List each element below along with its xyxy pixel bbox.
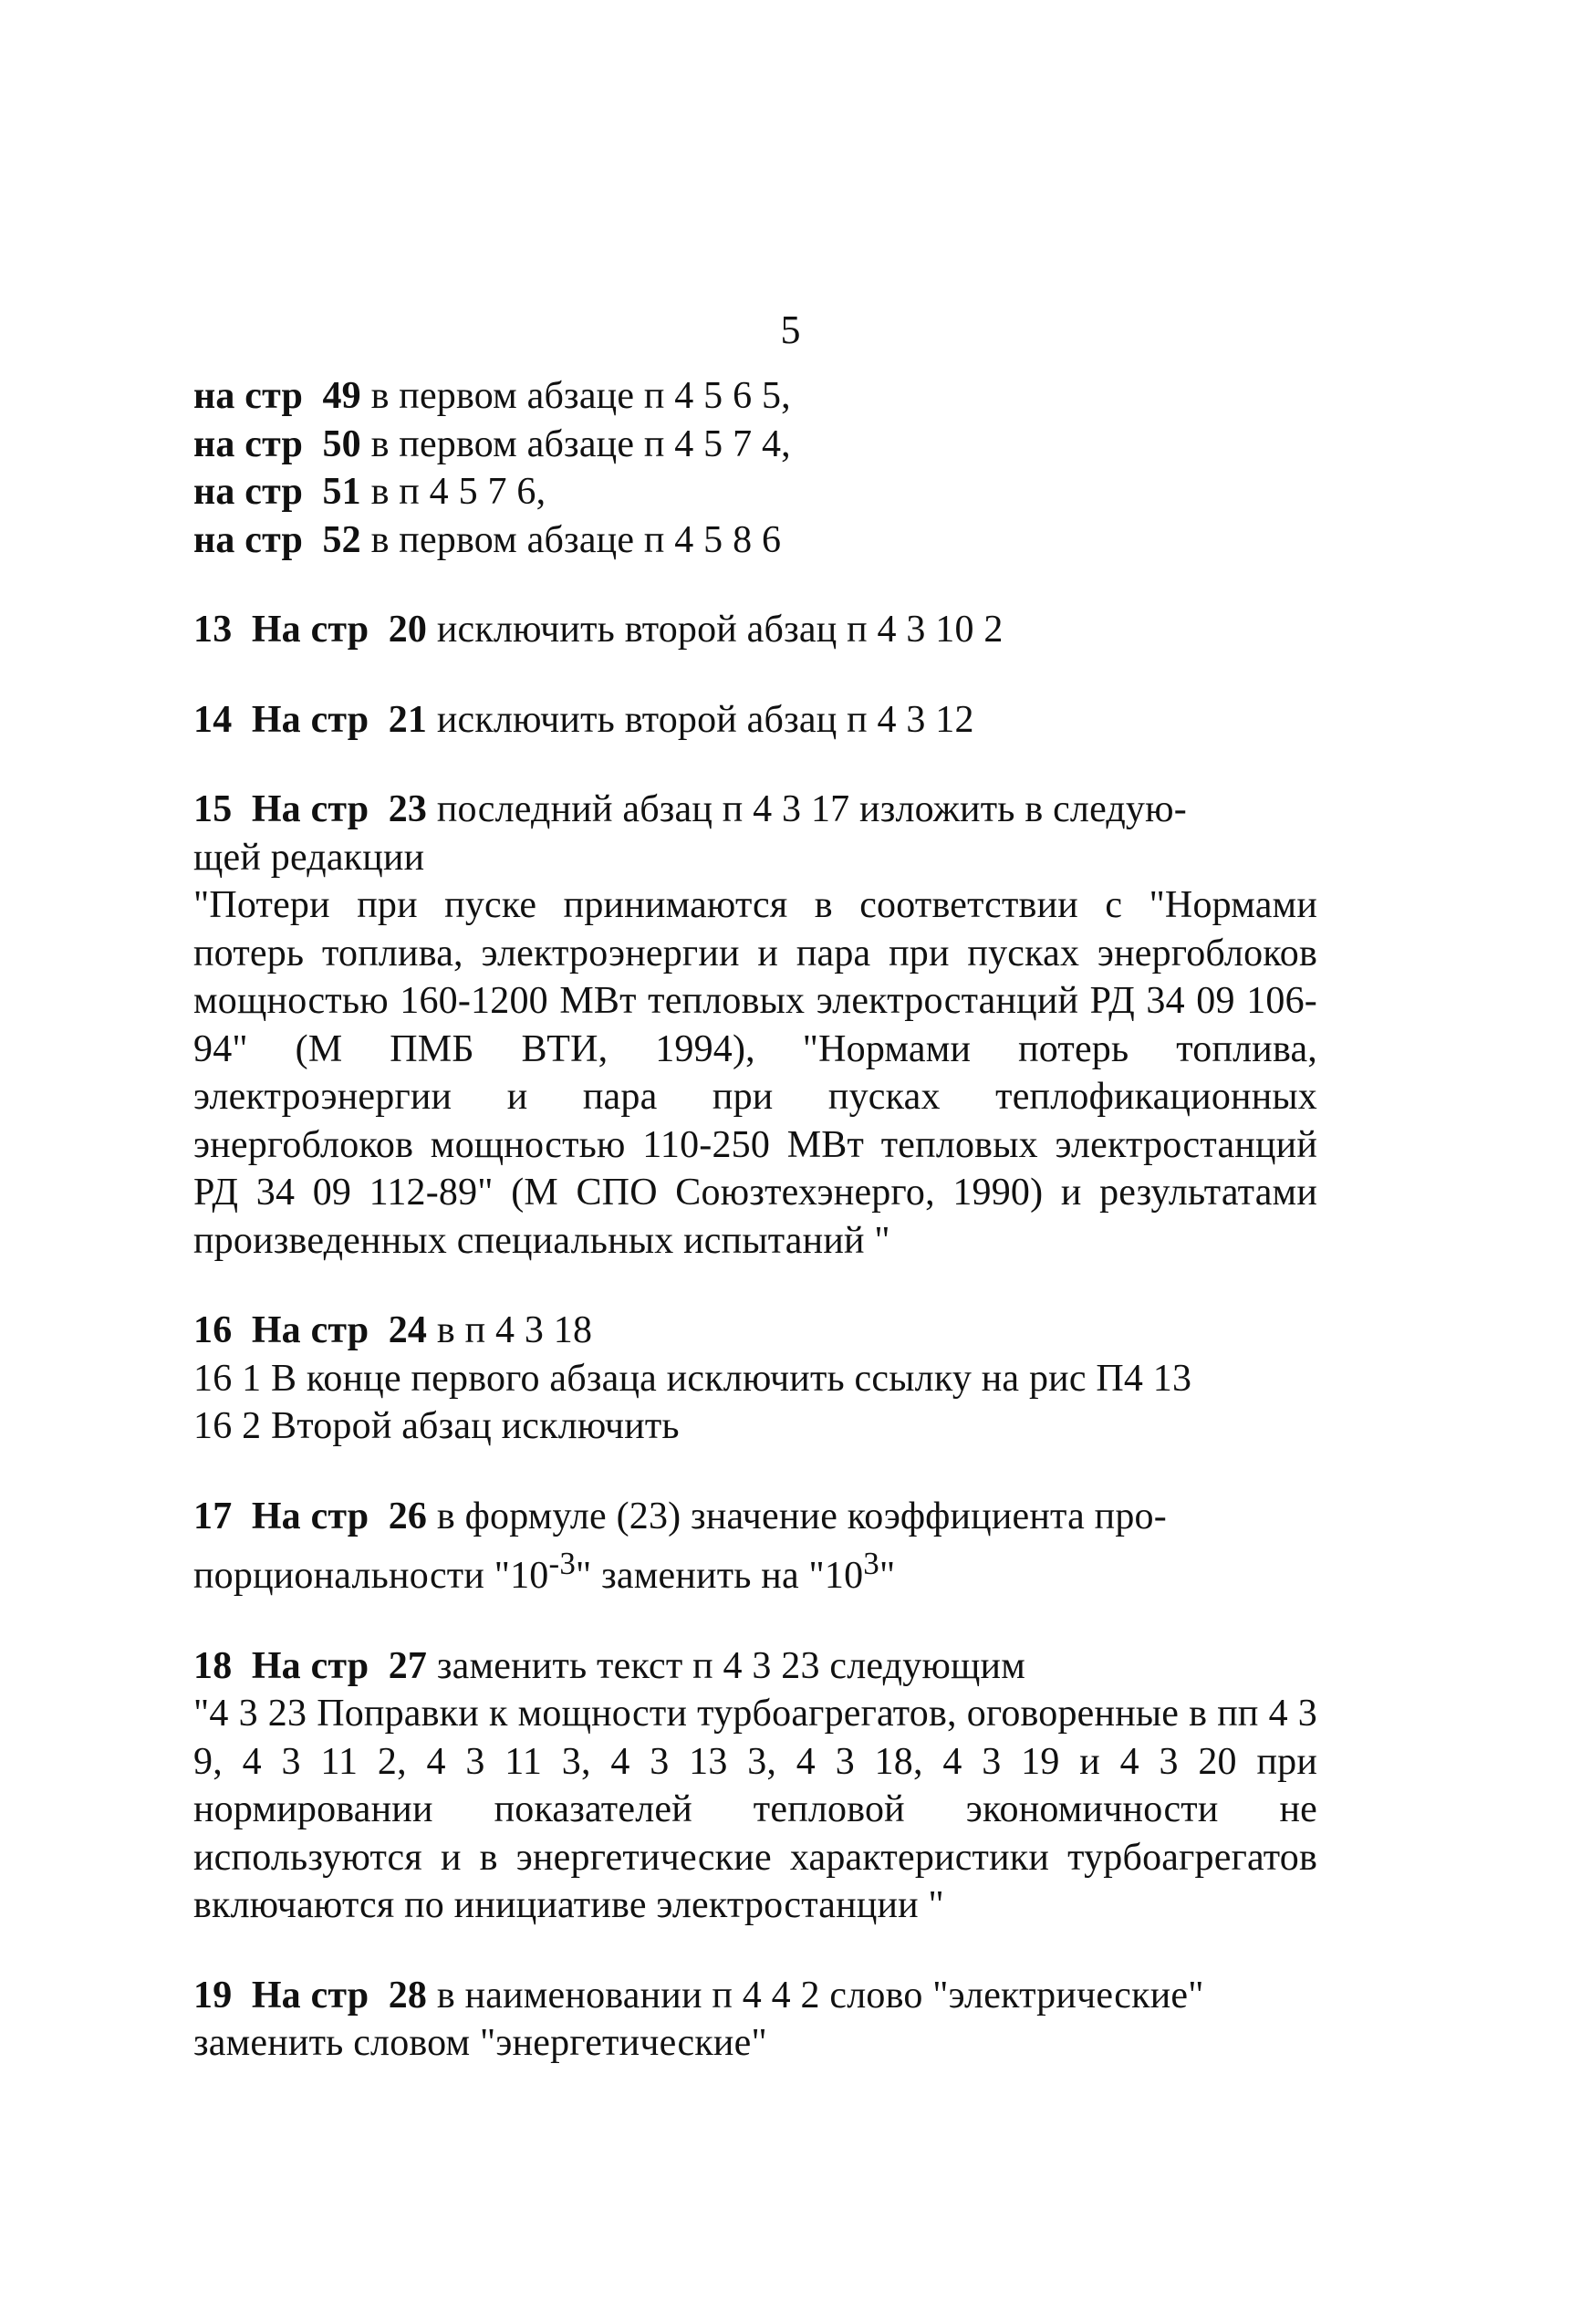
item-line: 17 На стр 26 в формуле (23) значение коэффициента про- (193, 1495, 1167, 1537)
intro-line: на стр 52 в первом абзаце п 4 5 8 6 (193, 518, 782, 561)
item-line: 15 На стр 23 последний абзац п 4 3 17 изложить в следую- (193, 788, 1187, 830)
item-line: 16 На стр 24 в п 4 3 18 (193, 1309, 593, 1351)
exponent: -3 (548, 1546, 577, 1581)
item-14 (193, 696, 1317, 745)
item-16 (193, 1307, 1317, 1451)
intro-line: на стр 51 в п 4 5 7 6, (193, 471, 546, 513)
page-number: 5 (780, 307, 801, 352)
sub-item: 16 1 В конце первого абзаца исключить ссылку на рис П4 13 (193, 1357, 1192, 1400)
sub-item: 16 2 Второй абзац исключить (193, 1405, 680, 1447)
document-body (193, 372, 1317, 2110)
item-line: 18 На стр 27 заменить текст п 4 3 23 следующим (193, 1644, 1026, 1687)
item-line: 14 На стр 21 исключить второй абзац п 4 3 12 (193, 698, 974, 741)
intro-line: на стр 49 в первом абзаце п 4 5 6 5, (193, 375, 791, 417)
item-19 (193, 1972, 1317, 2068)
item-18 (193, 1642, 1317, 1930)
quoted-text: "4 3 23 Поправки к мощности турбоагрегатов, оговоренные в пп 4 3 9, 4 3 11 2, 4 3 11 3, 4 3 13 3, 4 3 18, 4 3 19 и 4 3 20 при нормировании показателей тепловой экономичности не используются и в энергетические характеристики турбоагрегатов включаются по инициативе электростанции " (193, 1693, 1317, 1926)
item-15 (193, 786, 1317, 1265)
intro-block (193, 372, 1317, 564)
item-line: 13 На стр 20 исключить второй абзац п 4 3 10 2 (193, 609, 1004, 651)
item-line: щей редакции (193, 836, 425, 879)
item-17 (193, 1493, 1317, 1600)
exponent: 3 (863, 1546, 879, 1581)
quoted-text: "Потери при пуске принимаются в соответствии с "Нормами потерь топлива, электроэнергии и пара при пусках энергоблоков мощностью 160-1200 МВт тепловых электростанций РД 34 09 106-94" (М ПМБ ВТИ, 1994), "Нормами потерь топлива, электроэнергии и пара при пусках теплофикационных энергоблоков мощностью 110-250 МВт тепловых электростанций РД 34 09 112-89" (М СПО Союзтехэнерго, 1990) и результатами произведенных специальных испытаний " (193, 884, 1317, 1262)
item-line: 19 На стр 28 в наименовании п 4 4 2 слово "электрические" (193, 1974, 1204, 2017)
item-line: порциональности "$10^{-3}$" заменить на "$10^3$" (193, 1546, 896, 1597)
intro-line: на стр 50 в первом абзаце п 4 5 7 4, (193, 422, 791, 465)
item-13 (193, 606, 1317, 654)
item-line: заменить словом "энергетические" (193, 2022, 767, 2064)
